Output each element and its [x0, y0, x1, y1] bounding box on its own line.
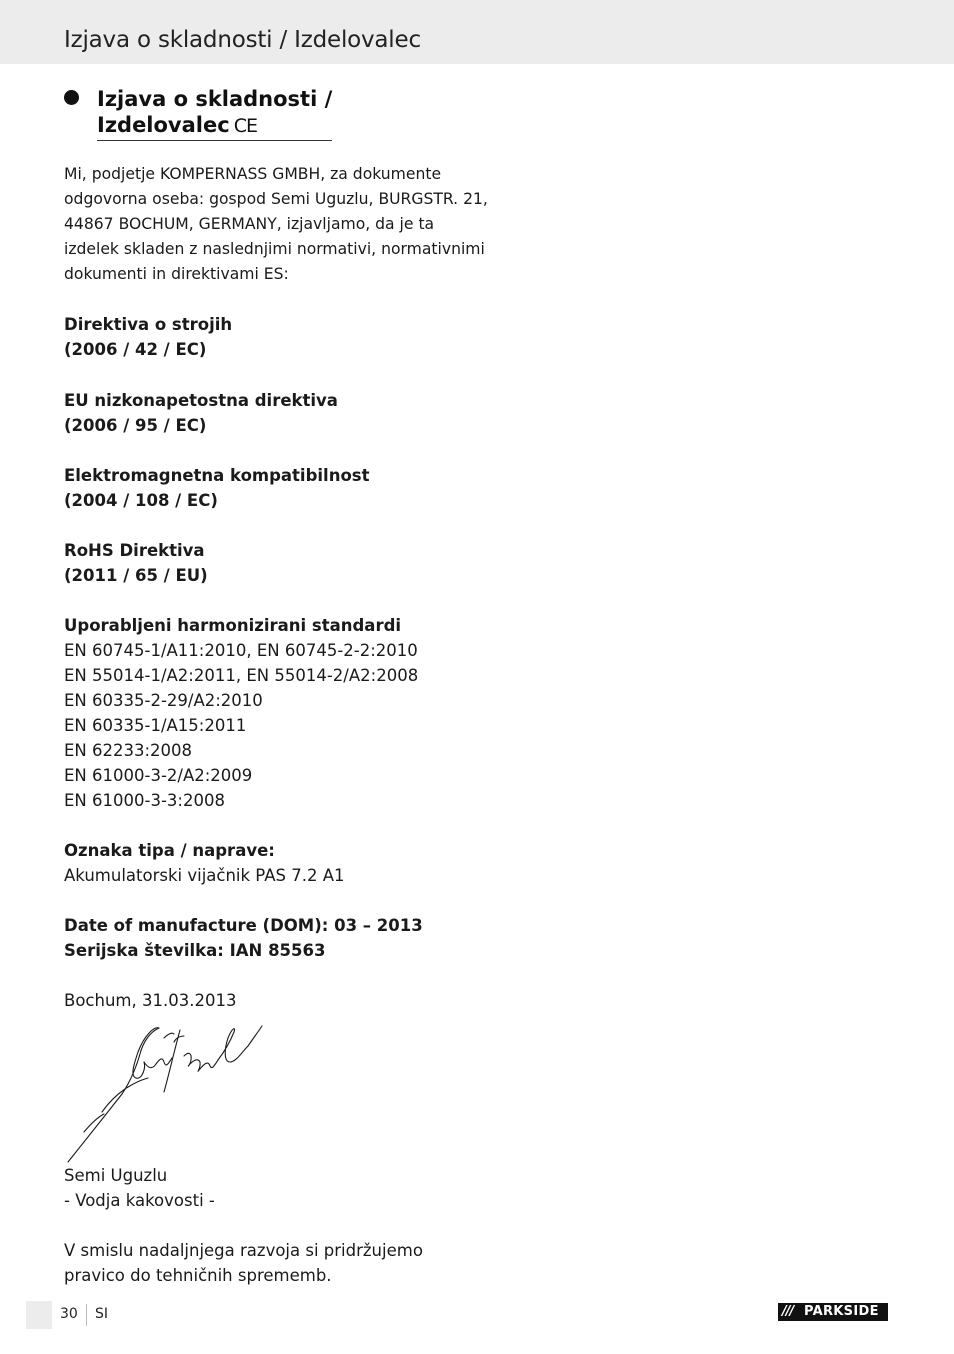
intro-paragraph [64, 162, 488, 287]
directive-name: EU nizkonapetostna direktiva [64, 391, 338, 410]
place-date [64, 988, 484, 1013]
directive-name: Elektromagnetna kompatibilnost [64, 466, 370, 485]
bullet-icon [64, 90, 79, 105]
manufacture-date: Date of manufacture (DOM): 03 – 2013 [64, 916, 423, 935]
section-title-line2: Izdelovalec [97, 113, 230, 137]
page-number: 30 [60, 1306, 78, 1322]
directive-code: (2006 / 42 / EC) [64, 340, 207, 359]
disclaimer-line: V smislu nadaljnjega razvoja si pridržujemo [64, 1241, 423, 1260]
directive-emc [64, 463, 484, 513]
place-date-text: Bochum, 31.03.2013 [64, 991, 237, 1010]
standard-item: EN 60335-2-29/A2:2010 [64, 691, 263, 710]
section-title [97, 86, 332, 141]
type-label: Oznaka tipa / naprave: [64, 841, 275, 860]
directive-code: (2006 / 95 / EC) [64, 416, 207, 435]
page-header-title: Izjava o skladnosti / Izdelovalec [64, 27, 421, 53]
disclaimer-line: pravico do tehničnih sprememb. [64, 1266, 332, 1285]
ce-mark-icon: CE [233, 115, 257, 137]
signatory-role: - Vodja kakovosti - [64, 1191, 215, 1210]
directive-low-voltage [64, 388, 484, 438]
intro-line: dokumenti in direktivami ES: [64, 265, 289, 283]
footer-divider [86, 1304, 87, 1326]
manufacture-info [64, 913, 484, 963]
standard-item: EN 62233:2008 [64, 741, 193, 760]
signatory-name: Semi Uguzlu [64, 1166, 168, 1185]
standard-item: EN 55014-1/A2:2011, EN 55014-2/A2:2008 [64, 666, 419, 685]
type-designation [64, 838, 484, 888]
type-value: Akumulatorski vijačnik PAS 7.2 A1 [64, 866, 345, 885]
brand-logo [778, 1303, 888, 1321]
brand-name: PARKSIDE [804, 1304, 879, 1319]
directive-name: RoHS Direktiva [64, 541, 205, 560]
intro-line: izdelek skladen z naslednjimi normativi, normativnimi [64, 240, 485, 258]
standard-item: EN 60745-1/A11:2010, EN 60745-2-2:2010 [64, 641, 418, 660]
directive-machinery [64, 312, 484, 362]
brand-slashes-icon: /// [782, 1304, 794, 1319]
disclaimer [64, 1238, 484, 1288]
footer-page-marker [26, 1301, 52, 1329]
standard-item: EN 60335-1/A15:2011 [64, 716, 247, 735]
section-title-line1: Izjava o skladnosti / [97, 87, 333, 111]
standard-item: EN 61000-3-3:2008 [64, 791, 225, 810]
header-band [0, 0, 954, 64]
serial-number: Serijska številka: IAN 85563 [64, 941, 326, 960]
standards-list [64, 613, 484, 813]
directive-code: (2004 / 108 / EC) [64, 491, 218, 510]
directive-code: (2011 / 65 / EU) [64, 566, 208, 585]
language-code: SI [95, 1306, 109, 1322]
signatory [64, 1163, 484, 1213]
directive-name: Direktiva o strojih [64, 315, 233, 334]
directive-rohs [64, 538, 484, 588]
intro-line: Mi, podjetje KOMPERNASS GMBH, za dokumente [64, 165, 442, 183]
intro-line: odgovorna oseba: gospod Semi Uguzlu, BURGSTR. 21, [64, 190, 488, 208]
signature-image [64, 1022, 274, 1168]
standard-item: EN 61000-3-2/A2:2009 [64, 766, 253, 785]
intro-line: 44867 BOCHUM, GERMANY, izjavljamo, da je ta [64, 215, 435, 233]
standards-heading: Uporabljeni harmonizirani standardi [64, 616, 402, 635]
